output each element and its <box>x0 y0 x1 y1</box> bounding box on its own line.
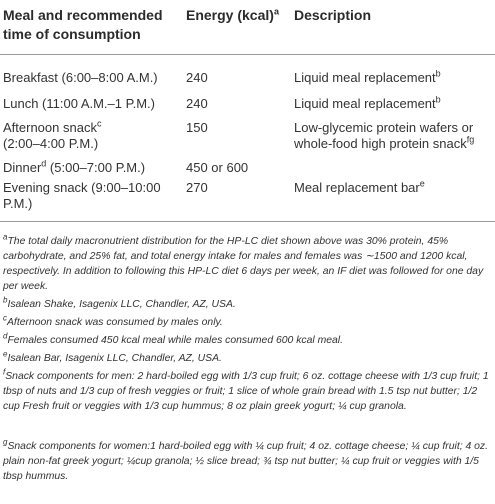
header-energy-label: Energy (kcal) <box>186 7 274 23</box>
footnote-b <box>3 297 492 312</box>
footnote-d-mark: d <box>3 331 8 341</box>
header-meal-line2: time of consumption <box>3 26 141 42</box>
row-evening-meal <box>3 180 161 212</box>
row-evening-energy: 270 <box>186 180 208 195</box>
footnote-b-mark: b <box>3 295 8 305</box>
footnote-a <box>3 234 492 294</box>
row-afternoon-desc-line2: whole-food high protein snack <box>294 136 467 151</box>
footnote-f <box>3 369 492 414</box>
footnote-d <box>3 333 492 348</box>
header-description: Description <box>294 7 372 23</box>
row-breakfast-energy: 240 <box>186 70 208 85</box>
footnote-e-text: Isalean Bar, Isagenix LLC, Chandler, AZ, USA. <box>7 353 222 364</box>
footnote-a-text: The total daily macronutrient distribution for the HP-LC diet shown above was 30% protein, 45% carbohydrate, and 25% fat, and total energy intake for males and females was ∼1500 and 1200 kcal, respectively. In addition to following this HP-LC diet 6 days per week, an IF diet was followed for one day per week. <box>3 236 484 293</box>
row-afternoon-meal <box>3 120 101 152</box>
footnote-b-text: Isalean Shake, Isagenix LLC, Chandler, AZ, USA. <box>7 299 236 310</box>
row-breakfast-desc-mark: b <box>435 68 441 79</box>
header-meal-line1: Meal and recommended <box>3 7 163 23</box>
row-afternoon-desc-mark: fg <box>466 134 475 145</box>
footnote-g <box>3 439 492 484</box>
row-dinner-meal-text: Dinner <box>3 160 42 175</box>
row-breakfast-desc-text: Liquid meal replacement <box>294 70 436 85</box>
footnote-g-mark: g <box>3 437 8 447</box>
row-dinner-meal-time: (5:00–7:00 P.M.) <box>46 160 146 175</box>
row-lunch-meal: Lunch (11:00 A.M.–1 P.M.) <box>3 96 155 111</box>
footnote-f-text: Snack components for men: 2 hard-boiled egg with 1/3 cup fruit; 6 oz. cottage cheese with 1/3 cup fruit; 1 tbsp of nuts and 1/3 cup of fresh veggies or fruit; 1 slice of whole grain bread with 1.5 tsp nut butter; 1/2 cup Fresh fruit or veggies with 1/3 cup hummus; 8 oz plain greek yogurt; ¼ cup granola. <box>3 371 489 413</box>
row-evening-meal-line1: Evening snack (9:00–10:00 <box>3 180 161 195</box>
row-evening-meal-line2: P.M.) <box>3 196 33 211</box>
row-afternoon-meal-line2: (2:00–4:00 P.M.) <box>3 136 99 151</box>
footnote-c <box>3 315 492 330</box>
footnote-d-text: Females consumed 450 kcal meal while males consumed 600 kcal meal. <box>7 335 343 346</box>
footnote-f-mark: f <box>3 367 6 377</box>
row-breakfast-desc <box>294 70 441 86</box>
row-evening-desc-mark: e <box>419 178 425 189</box>
row-lunch-desc-mark: b <box>435 94 441 105</box>
row-evening-desc <box>294 180 425 196</box>
footnote-c-text: Afternoon snack was consumed by males only. <box>7 317 223 328</box>
row-afternoon-meal-mark: c <box>96 118 102 129</box>
header-meal-time <box>3 6 163 44</box>
row-lunch-desc-text: Liquid meal replacement <box>294 96 436 111</box>
header-energy <box>186 6 279 25</box>
footnote-c-mark: c <box>3 313 7 323</box>
row-lunch-desc <box>294 96 441 112</box>
row-breakfast-meal: Breakfast (6:00–8:00 A.M.) <box>3 70 158 85</box>
header-divider <box>0 54 495 55</box>
header-energy-footnote-mark: a <box>273 6 279 17</box>
row-dinner-energy: 450 or 600 <box>186 160 249 175</box>
footnote-e <box>3 351 492 366</box>
table-bottom-divider <box>0 221 495 222</box>
row-lunch-energy: 240 <box>186 96 208 111</box>
row-afternoon-energy: 150 <box>186 120 208 135</box>
row-afternoon-desc-line1: Low-glycemic protein wafers or <box>294 120 474 135</box>
footnote-a-mark: a <box>3 232 8 242</box>
row-dinner-meal <box>3 160 145 176</box>
row-afternoon-meal-line1: Afternoon snack <box>3 120 97 135</box>
row-afternoon-desc <box>294 120 474 152</box>
row-dinner-meal-mark: d <box>41 158 47 169</box>
footnote-e-mark: e <box>3 349 8 359</box>
row-evening-desc-text: Meal replacement bar <box>294 180 420 195</box>
footnote-g-text: Snack components for women:1 hard-boiled egg with ¼ cup fruit; 4 oz. cottage cheese; ¼ cup fruit; 4 oz. plain non-fat greek yogurt; ¼cup granola; ½ slice bread; ¾ tsp nut butter; ¼ cup fruit or veggies with 1/5 tbsp hummus. <box>3 441 488 483</box>
